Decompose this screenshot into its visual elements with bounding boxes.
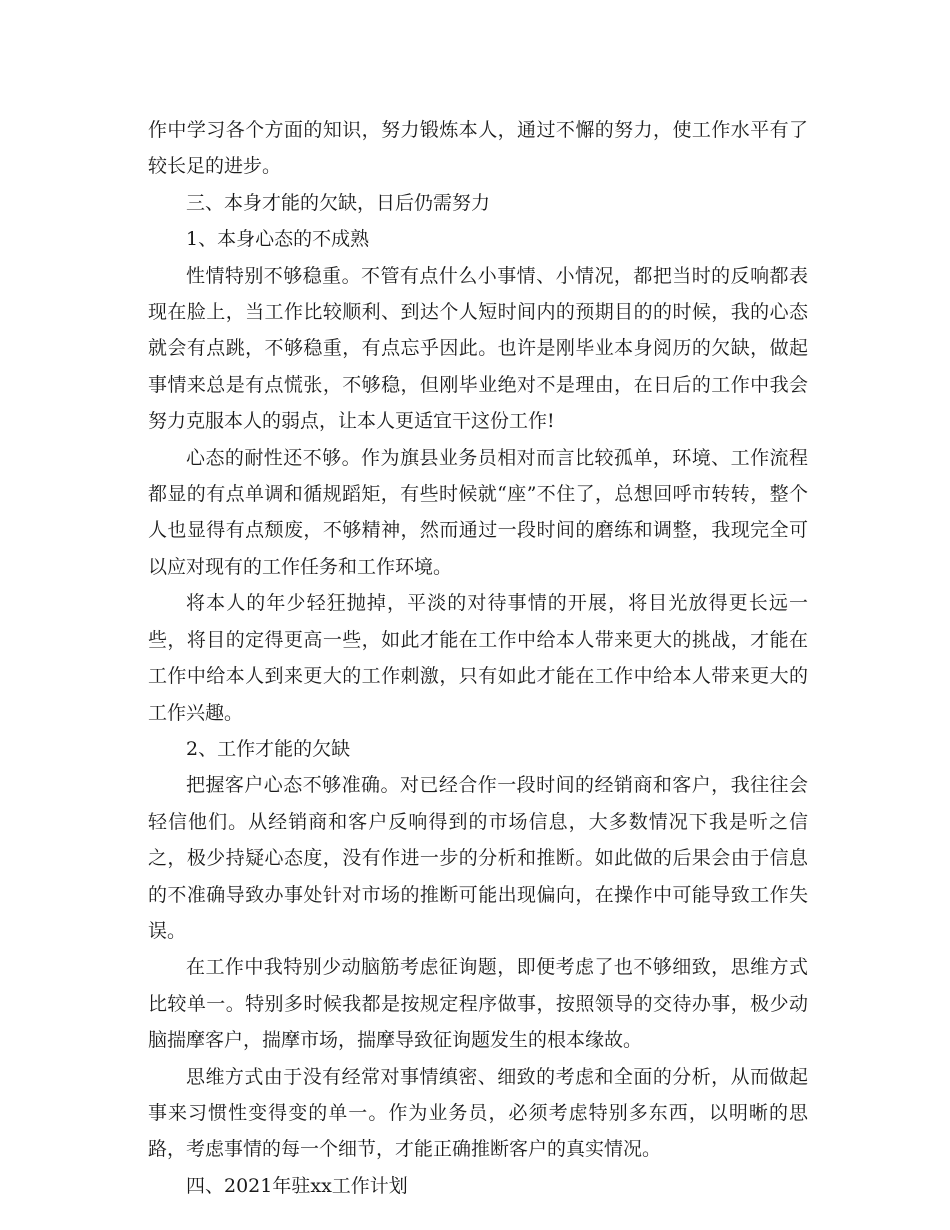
subheading-work-ability: 2、工作才能的欠缺 bbox=[186, 737, 351, 760]
paragraph-continued: 作中学习各个方面的知识，努力锻炼本人，通过不懈的努力，使工作水平有了较长足的进步。 bbox=[148, 119, 808, 178]
paragraph-goals: 将本人的年少轻狂抛掉，平淡的对待事情的开展，将目光放得更长远一些，将目的定得更高一些，如此才能在工作中给本人带来更大的挑战，才能在工作中给本人到来更大的工作刺激，只有如此才能在工作中给本人带来更大的工作兴趣。 bbox=[148, 592, 808, 724]
document-body bbox=[148, 112, 808, 1204]
subheading-mindset: 1、本身心态的不成熟 bbox=[186, 228, 370, 251]
paragraph-customer-mindset: 把握客户心态不够准确。对已经合作一段时间的经销商和客户，我往往会轻信他们。从经销商和客户反响得到的市场信息，大多数情况下我是听之信之，极少持疑心态度，没有作进一步的分析和推断。如此做的后果会由于信息的不准确导致办事处针对市场的推断可能出现偏向，在操作中可能导致工作失误。 bbox=[148, 774, 808, 942]
paragraph-thinking: 在工作中我特别少动脑筋考虑征询题，即便考虑了也不够细致，思维方式比较单一。特别多时候我都是按规定程序做事，按照领导的交待办事，极少动脑揣摩客户，揣摩市场，揣摩导致征询题发生的根本缘故。 bbox=[148, 956, 808, 1052]
paragraph-thinking-style: 思维方式由于没有经常对事情缜密、细致的考虑和全面的分析，从而做起事来习惯性变得变的单一。作为业务员，必须考虑特别多东西，以明晰的思路，考虑事情的每一个细节，才能正确推断客户的真实情况。 bbox=[148, 1065, 808, 1161]
section-heading-3: 三、本身才能的欠缺，日后仍需努力 bbox=[186, 191, 491, 214]
section-heading-4: 四、2021年驻xx工作计划 bbox=[186, 1174, 408, 1197]
paragraph-patience: 心态的耐性还不够。作为旗县业务员相对而言比较孤单，环境、工作流程都显的有点单调和循规蹈矩，有些时候就“座”不住了，总想回呼市转转，整个人也显得有点颓废，不够精神，然而通过一段时间的磨练和调整，我现完全可以应对现有的工作任务和工作环境。 bbox=[148, 446, 808, 578]
paragraph-temperament: 性情特别不够稳重。不管有点什么小事情、小情况，都把当时的反响都表现在脸上，当工作比较顺利、到达个人短时间内的预期目的的时候，我的心态就会有点跳，不够稳重，有点忘乎因此。也许是刚毕业本身阅历的欠缺，做起事情来总是有点慌张，不够稳，但刚毕业绝对不是理由，在日后的工作中我会努力克服本人的弱点，让本人更适宜干这份工作! bbox=[148, 264, 808, 433]
